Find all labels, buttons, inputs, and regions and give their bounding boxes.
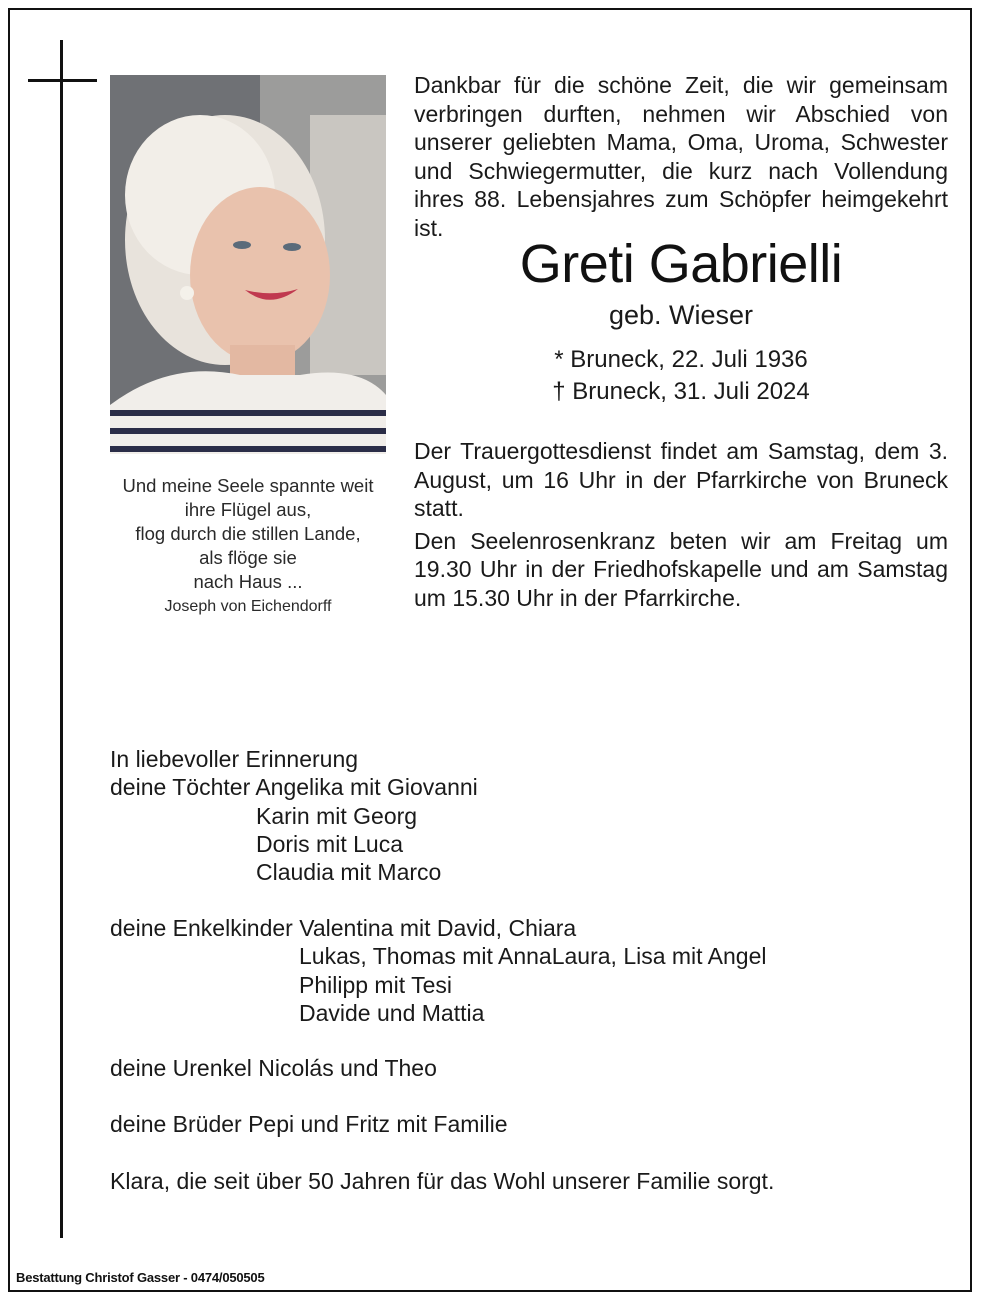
daughter-line: Claudia mit Marco	[256, 859, 442, 886]
rosary-text: Den Seelenrosenkranz beten wir am Freitag um 19.30 Uhr in der Friedhofskapelle und am Samstag um 15.30 Uhr in der Pfarrkirche.	[414, 527, 948, 611]
funeral-info	[414, 437, 948, 616]
funeral-service-text: Der Trauergottesdienst findet am Samstag, dem 3. August, um 16 Uhr in der Pfarrkirche von Bruneck statt.	[414, 438, 948, 521]
brothers-line: deine Brüder Pepi und Fritz mit Familie	[110, 1111, 508, 1137]
poem	[100, 474, 396, 619]
grandchildren-label: deine Enkelkinder Valentina mit David, Chiara	[110, 915, 577, 941]
daughters-label: deine Töchter Angelika mit Giovanni	[110, 774, 478, 801]
family-grandchildren-more	[299, 942, 767, 1027]
daughter-line: Doris mit Luca	[256, 830, 403, 857]
daughter-line: Karin mit Georg	[256, 802, 418, 829]
poem-line: flog durch die stillen Lande,	[135, 523, 361, 544]
great-grandchildren-line: deine Urenkel Nicolás und Theo	[110, 1055, 437, 1081]
death-date: † Bruneck, 31. Juli 2024	[552, 378, 810, 405]
deceased-name: Greti Gabrielli	[519, 234, 843, 294]
poem-author: Joseph von Eichendorff	[164, 598, 332, 615]
poem-line: nach Haus ...	[193, 571, 303, 592]
birth-date: * Bruneck, 22. Juli 1936	[554, 346, 808, 373]
family-intro: In liebevoller Erinnerung	[110, 746, 359, 772]
family-klara	[110, 1167, 774, 1195]
family-daughters-more	[256, 802, 441, 887]
cross-icon-bar	[28, 79, 97, 82]
grandchild-line: Davide und Mattia	[299, 999, 485, 1026]
grandchild-line: Philipp mit Tesi	[299, 971, 452, 998]
funeral-home-credit: Bestattung Christof Gasser - 0474/050505	[16, 1270, 265, 1285]
family-daughters	[110, 745, 478, 802]
poem-line: ihre Flügel aus,	[184, 499, 312, 520]
klara-line: Klara, die seit über 50 Jahren für das Wohl unserer Familie sorgt.	[110, 1168, 775, 1194]
portrait-photo	[110, 75, 386, 454]
family-great-grandchildren	[110, 1054, 437, 1082]
poem-line: Und meine Seele spannte weit	[122, 475, 374, 496]
family-brothers	[110, 1110, 508, 1138]
intro-text: Dankbar für die schöne Zeit, die wir gemeinsam verbringen durften, nehmen wir Abschied von unserer geliebten Mama, Oma, Uroma, Schwester und Schwiegermutter, die kurz nach Vollendung ihres 88. Lebensjahres zum Schöpfer heimgekehrt ist.	[414, 72, 948, 241]
cross-icon	[60, 40, 63, 1238]
family-grandchildren	[110, 914, 576, 942]
life-dates	[414, 344, 948, 408]
grandchild-line: Lukas, Thomas mit AnnaLaura, Lisa mit Angel	[299, 943, 767, 970]
maiden-name: geb. Wieser	[608, 300, 754, 330]
poem-line: als flöge sie	[199, 547, 297, 568]
